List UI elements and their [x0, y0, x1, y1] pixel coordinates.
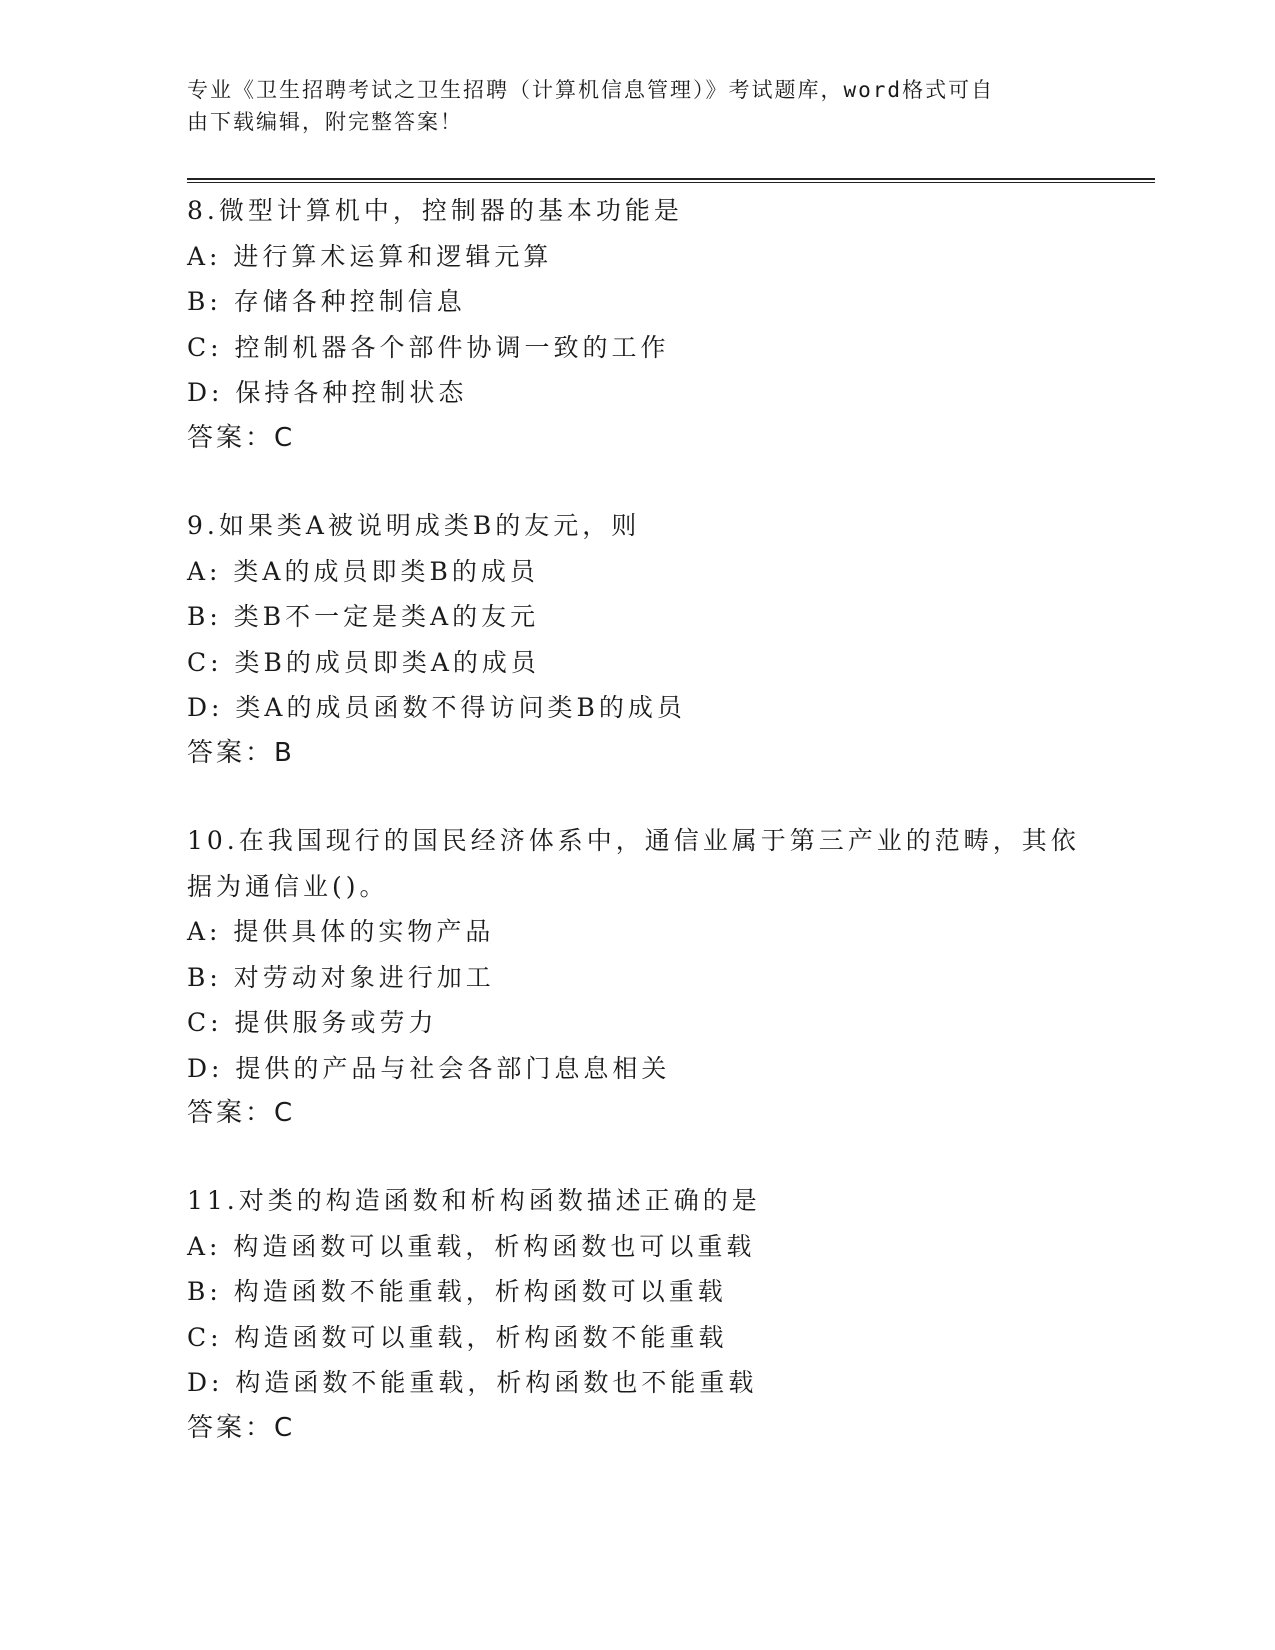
- question-stem-continued: 据为通信业()。: [187, 871, 389, 901]
- option-d: D: 提供的产品与社会各部门息息相关: [187, 1053, 671, 1083]
- answer: 答案：C: [187, 1098, 296, 1128]
- option-c: C: 控制机器各个部件协调一致的工作: [187, 332, 670, 362]
- option-b: B: 存储各种控制信息: [187, 287, 466, 316]
- answer: 答案：B: [187, 737, 295, 768]
- question-8: [187, 188, 1087, 461]
- question-stem: 11.对类的构造函数和析构函数描述正确的是: [187, 1186, 761, 1215]
- option-a: A: 类A的成员即类B的成员: [187, 556, 539, 586]
- answer: 答案：C: [187, 1412, 296, 1443]
- question-stem: 9.如果类A被说明成类B的友元，则: [187, 511, 641, 540]
- option-d: D: 类A的成员函数不得访问类B的成员: [187, 693, 686, 722]
- option-d: D: 保持各种控制状态: [187, 378, 468, 407]
- header-divider: [187, 178, 1155, 183]
- option-a: A: 提供具体的实物产品: [187, 917, 495, 946]
- option-c: C: 构造函数可以重载，析构函数不能重载: [187, 1322, 728, 1352]
- header-line-1: 专业《卫生招聘考试之卫生招聘（计算机信息管理）》考试题库，word格式可自: [187, 78, 995, 102]
- option-b: B: 类B不一定是类A的友元: [187, 602, 540, 631]
- answer: 答案：C: [187, 422, 296, 453]
- question-10: [187, 818, 1087, 1137]
- option-c: C: 类B的成员即类A的成员: [187, 647, 540, 677]
- question-stem: 10.在我国现行的国民经济体系中，通信业属于第三产业的范畴，其依: [187, 826, 1080, 855]
- option-c: C: 提供服务或劳力: [187, 1008, 438, 1037]
- question-11: [187, 1178, 1087, 1451]
- option-a: A: 进行算术运算和逻辑元算: [187, 241, 553, 271]
- header-line-2: 由下载编辑，附完整答案！: [187, 110, 463, 134]
- option-d: D: 构造函数不能重载，析构函数也不能重载: [187, 1368, 758, 1397]
- document-header: [187, 74, 1067, 138]
- question-stem: 8.微型计算机中，控制器的基本功能是: [187, 196, 683, 225]
- option-b: B: 构造函数不能重载，析构函数可以重载: [187, 1277, 727, 1306]
- question-9: [187, 503, 1087, 776]
- option-a: A: 构造函数可以重载，析构函数也可以重载: [187, 1231, 756, 1261]
- option-b: B: 对劳动对象进行加工: [187, 962, 495, 992]
